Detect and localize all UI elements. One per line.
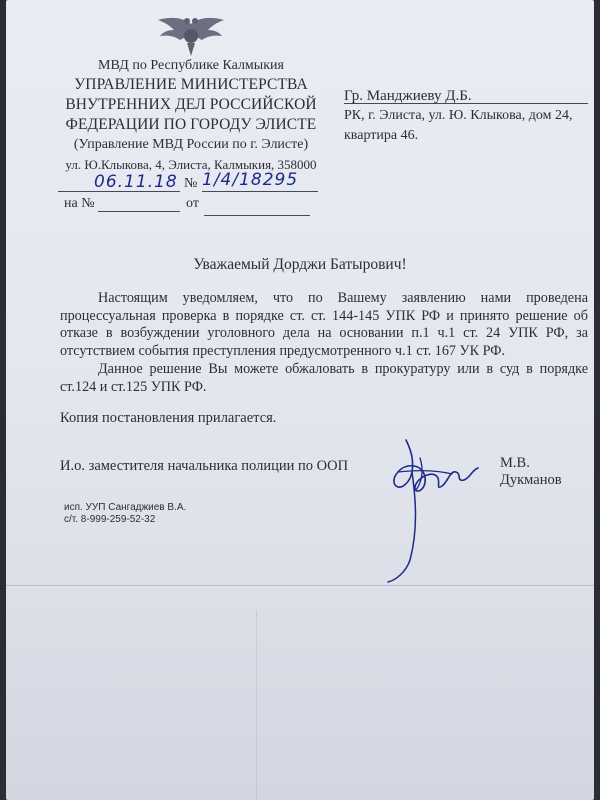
body-paragraph-2: Данное решение Вы можете обжаловать в прокуратуру или в суд в порядке ст.124 и ст.125 УПК РФ. xyxy=(60,361,588,395)
greeting: Уважаемый Дорджи Батырович! xyxy=(193,256,407,273)
letter-page xyxy=(6,0,594,800)
reference-date-underline xyxy=(204,214,310,216)
recipient-name: Гр. Манджиеву Д.Б. xyxy=(344,88,472,104)
reference-number-label: на № xyxy=(64,196,95,211)
body-paragraph-1: Настоящим уведомляем, что по Вашему заявлению нами проведена процессуальная проверка в порядке ст. ст. 144-145 УПК РФ и принято решение об отказе в возбуждении уголовного дела на основании п.1 ч.1 ст. 24 УПК РФ, за отсутствием события преступления предусмотренного ч.1 ст. 167 УК РФ. xyxy=(60,290,588,359)
header-title-line1: УПРАВЛЕНИЕ МИНИСТЕРСТВА xyxy=(74,76,308,93)
registration-number: 1/4/18295 xyxy=(202,170,299,190)
recipient-name-underline xyxy=(344,102,588,104)
header-ministry-region: МВД по Республике Калмыкия xyxy=(98,58,284,73)
paper-crease xyxy=(256,610,257,800)
header-short-name: (Управление МВД России по г. Элисте) xyxy=(73,137,309,152)
number-underline xyxy=(202,190,318,192)
header-title-line3: ФЕДЕРАЦИИ ПО ГОРОДУ ЭЛИСТЕ xyxy=(65,116,317,133)
mvd-eagle-emblem-icon xyxy=(154,14,228,58)
registration-date: 06.11.18 xyxy=(94,172,178,192)
signatory-name: М.В. Дукманов xyxy=(500,455,562,488)
recipient-address-line2: квартира 46. xyxy=(344,128,419,143)
number-label: № xyxy=(184,176,198,191)
executor-phone: с/т. 8-999-259-52-32 xyxy=(64,514,156,525)
header-title-line2: ВНУТРЕННИХ ДЕЛ РОССИЙСКОЙ xyxy=(65,96,317,113)
header-address: ул. Ю.Клыкова, 4, Элиста, Калмыкия, 358000 xyxy=(65,157,317,172)
paper-fold-line xyxy=(6,585,594,586)
signatory-title: И.о. заместителя начальника полиции по ООП xyxy=(60,458,349,474)
handwritten-signature xyxy=(376,420,486,590)
recipient-block xyxy=(344,86,594,146)
copy-attached-note: Копия постановления прилагается. xyxy=(60,410,277,426)
reference-number-underline xyxy=(98,210,180,212)
executor-name: исп. УУП Сангаджиев В.А. xyxy=(64,502,187,513)
reference-date-label: от xyxy=(186,196,199,211)
recipient-address-line1: РК, г. Элиста, ул. Ю. Клыкова, дом 24, xyxy=(344,108,573,123)
